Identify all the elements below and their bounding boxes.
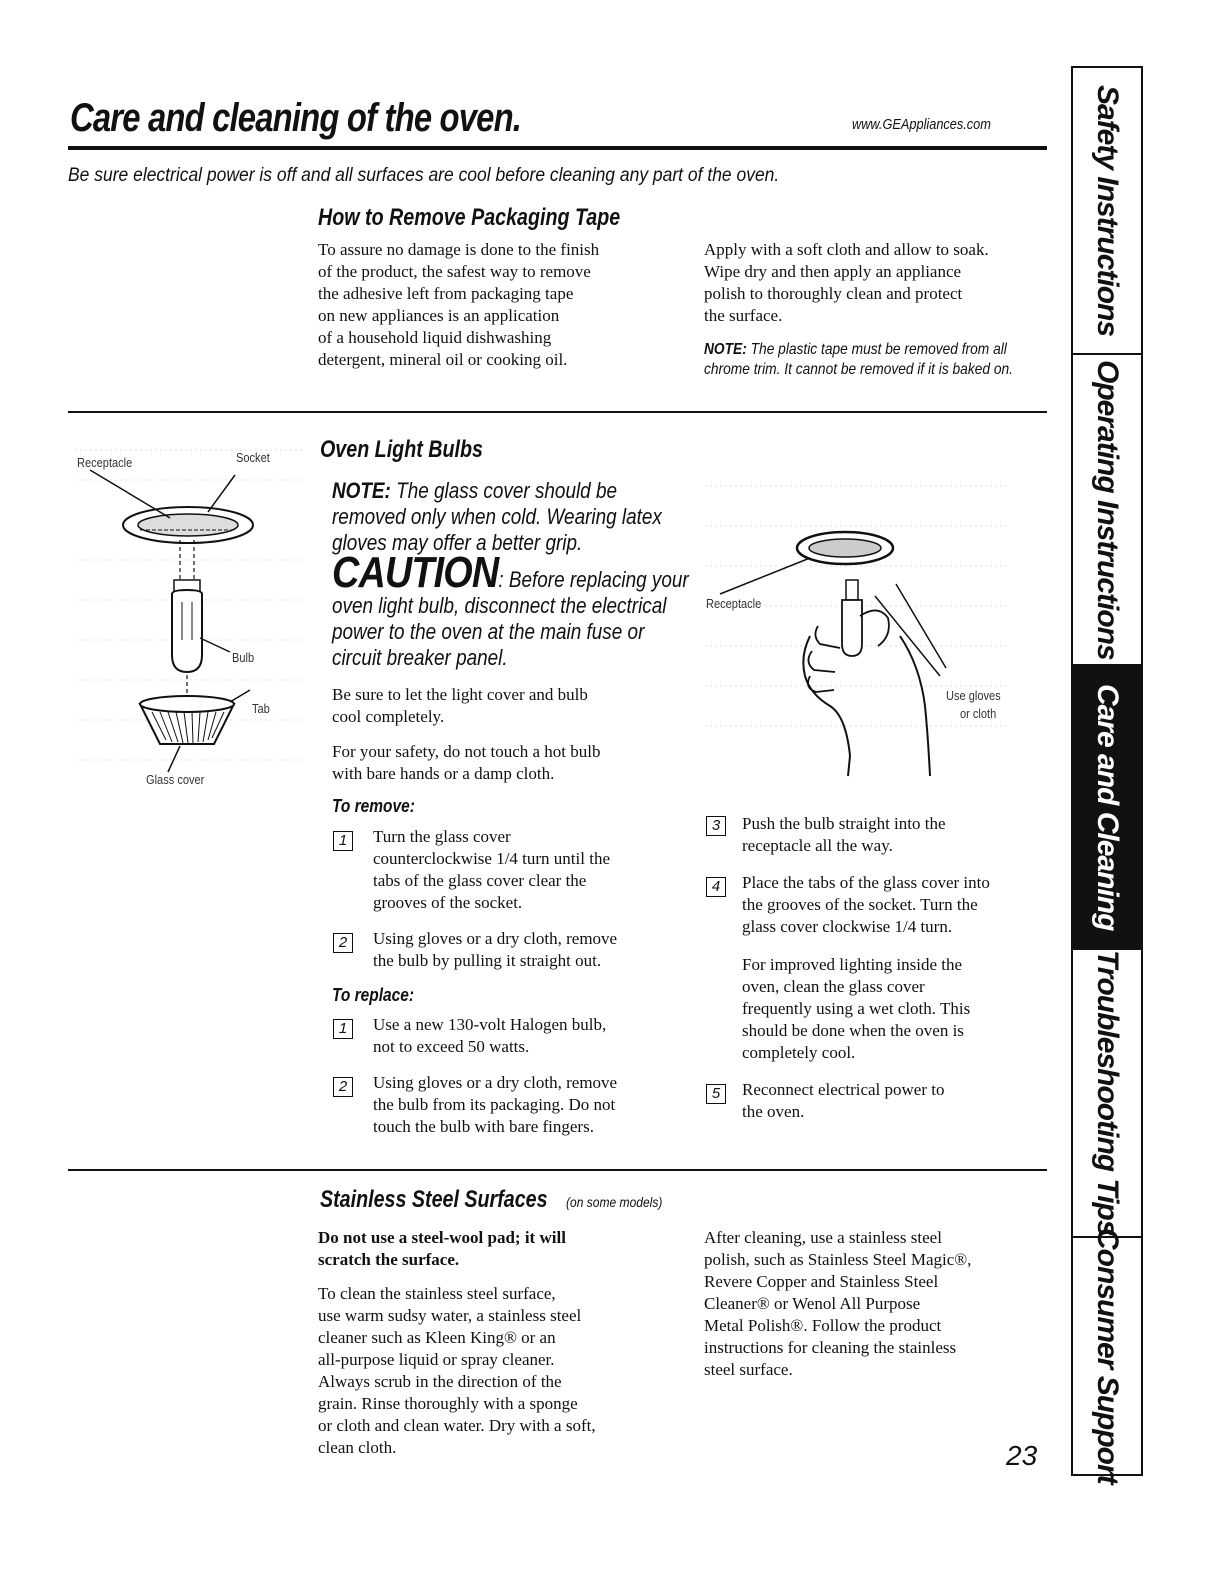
hand-bulb-diagram bbox=[700, 476, 1018, 806]
header-rule bbox=[68, 146, 1047, 150]
text-line: Use a new 130-volt Halogen bulb, bbox=[373, 1015, 607, 1034]
step-number: 1 bbox=[333, 831, 353, 851]
bulb-base bbox=[846, 580, 858, 600]
text-line: glass cover clockwise 1/4 turn. bbox=[742, 917, 953, 936]
gloves-label-line2: or cloth bbox=[960, 706, 997, 721]
bulbs-heading: Oven Light Bulbs bbox=[320, 436, 483, 463]
text-line: Do not use a steel-wool pad; it will bbox=[318, 1228, 566, 1247]
section-tabs bbox=[1071, 66, 1143, 1484]
gloves-pointer bbox=[875, 596, 940, 676]
text-line: Metal Polish®. Follow the product bbox=[704, 1316, 942, 1335]
step-number: 3 bbox=[706, 816, 726, 836]
receptacle-label: Receptacle bbox=[77, 455, 133, 470]
tab-label: Tab bbox=[252, 701, 270, 716]
socket-label: Socket bbox=[236, 450, 270, 465]
safety-paragraph bbox=[332, 741, 682, 785]
replace-step-4 bbox=[742, 872, 1052, 938]
tab-label: Troubleshooting Tips bbox=[1091, 950, 1124, 1236]
tab-safety-instructions[interactable] bbox=[1073, 68, 1141, 355]
packaging-heading: How to Remove Packaging Tape bbox=[318, 204, 621, 231]
step-number: 2 bbox=[333, 1077, 353, 1097]
page-title: Care and cleaning of the oven. bbox=[70, 96, 522, 140]
remove-step-1 bbox=[373, 826, 683, 914]
text-line: the oven. bbox=[742, 1102, 805, 1121]
packaging-col2 bbox=[704, 239, 1044, 327]
text-line: Revere Copper and Stainless Steel bbox=[704, 1272, 939, 1291]
text-line: use warm sudsy water, a stainless steel bbox=[318, 1306, 582, 1325]
replace-step-3 bbox=[742, 813, 1042, 857]
hand-thumb bbox=[860, 610, 889, 646]
text-line: Wipe dry and then apply an appliance bbox=[704, 262, 962, 281]
text-line: Place the tabs of the glass cover into bbox=[742, 873, 990, 892]
stainless-col1 bbox=[318, 1283, 688, 1459]
section-rule bbox=[68, 1169, 1047, 1171]
tab-consumer-support[interactable] bbox=[1073, 1228, 1141, 1484]
section-rule bbox=[68, 411, 1047, 413]
text-line: Cleaner® or Wenol All Purpose bbox=[704, 1294, 921, 1313]
text-line: For your safety, do not touch a hot bulb bbox=[332, 742, 601, 761]
text-line: For improved lighting inside the bbox=[742, 955, 963, 974]
bulb-diagram bbox=[70, 440, 310, 790]
text-line: The plastic tape must be removed from all bbox=[750, 341, 1007, 358]
text-line: detergent, mineral oil or cooking oil. bbox=[318, 350, 568, 369]
text-line: oven light bulb, disconnect the electrical bbox=[332, 593, 667, 618]
halogen-bulb bbox=[172, 590, 202, 672]
text-line: Using gloves or a dry cloth, remove bbox=[373, 1073, 618, 1092]
step-number: 5 bbox=[706, 1084, 726, 1104]
caution-word: CAUTION bbox=[332, 548, 499, 597]
intro-text: Be sure electrical power is off and all surfaces are cool before cleaning any part of the oven. bbox=[68, 165, 780, 186]
tab-label: Operating Instructions bbox=[1091, 359, 1124, 660]
text-line: gloves may offer a better grip. bbox=[332, 530, 583, 555]
cool-paragraph bbox=[332, 684, 682, 728]
text-line: After cleaning, use a stainless steel bbox=[704, 1228, 942, 1247]
text-line: removed only when cold. Wearing latex bbox=[332, 504, 662, 529]
text-line: counterclockwise 1/4 turn until the bbox=[373, 849, 610, 868]
text-line: the surface. bbox=[704, 306, 783, 325]
socket-center bbox=[809, 539, 881, 557]
gloves-pointer bbox=[896, 584, 946, 668]
text-line: steel surface. bbox=[704, 1360, 793, 1379]
text-line: Using gloves or a dry cloth, remove bbox=[373, 929, 618, 948]
replace-step-1 bbox=[373, 1014, 683, 1058]
text-line: cleaner such as Kleen King® or an bbox=[318, 1328, 556, 1347]
text-line: touch the bulb with bare fingers. bbox=[373, 1117, 594, 1136]
text-line: of the product, the safest way to remove bbox=[318, 262, 591, 281]
replace-step-2 bbox=[373, 1072, 683, 1138]
tab-label: Consumer Support bbox=[1091, 1228, 1124, 1484]
text-line: polish, such as Stainless Steel Magic®, bbox=[704, 1250, 972, 1269]
text-line: To assure no damage is done to the finish bbox=[318, 240, 600, 259]
text-line: the adhesive left from packaging tape bbox=[318, 284, 574, 303]
halogen-bulb bbox=[842, 600, 862, 656]
text-line: Turn the glass cover bbox=[373, 827, 511, 846]
hand-outline bbox=[803, 636, 930, 776]
text-line: power to the oven at the main fuse or bbox=[332, 619, 645, 644]
note-label: NOTE: bbox=[704, 341, 747, 358]
packaging-col1 bbox=[318, 239, 688, 371]
gloves-label: Use gloves bbox=[946, 688, 1001, 703]
step-number: 2 bbox=[333, 933, 353, 953]
tab-operating-instructions[interactable] bbox=[1073, 355, 1141, 666]
caution-block bbox=[332, 548, 693, 671]
text-line: polish to thoroughly clean and protect bbox=[704, 284, 963, 303]
bulb-label: Bulb bbox=[232, 650, 255, 665]
stainless-heading: Stainless Steel Surfaces bbox=[320, 1186, 548, 1213]
stainless-col2 bbox=[704, 1227, 1044, 1381]
text-line: : Before replacing your bbox=[498, 567, 689, 592]
glass-cover-label: Glass cover bbox=[146, 772, 205, 787]
text-line: clean cloth. bbox=[318, 1438, 397, 1457]
text-line: scratch the surface. bbox=[318, 1250, 460, 1269]
text-line: frequently using a wet cloth. This bbox=[742, 999, 971, 1018]
text-line: completely cool. bbox=[742, 1043, 856, 1062]
text-line: with bare hands or a damp cloth. bbox=[332, 764, 555, 783]
text-line: on new appliances is an application bbox=[318, 306, 560, 325]
tab-label: Safety Instructions bbox=[1091, 84, 1124, 337]
text-line: grooves of the socket. bbox=[373, 893, 523, 912]
text-line: should be done when the oven is bbox=[742, 1021, 964, 1040]
text-line: receptacle all the way. bbox=[742, 836, 893, 855]
text-line: not to exceed 50 watts. bbox=[373, 1037, 530, 1056]
step-number: 1 bbox=[333, 1019, 353, 1039]
text-line: Always scrub in the direction of the bbox=[318, 1372, 562, 1391]
text-line: chrome trim. It cannot be removed if it is baked on. bbox=[704, 361, 1013, 378]
text-line: The glass cover should be bbox=[396, 478, 618, 503]
text-line: all-purpose liquid or spray cleaner. bbox=[318, 1350, 555, 1369]
packaging-note bbox=[704, 340, 1048, 380]
text-line: Reconnect electrical power to bbox=[742, 1080, 945, 1099]
hand-fingers bbox=[808, 626, 840, 692]
stainless-warning bbox=[318, 1227, 688, 1271]
note-label: NOTE: bbox=[332, 478, 391, 503]
text-line: To clean the stainless steel surface, bbox=[318, 1284, 556, 1303]
tab-troubleshooting-tips[interactable] bbox=[1073, 950, 1141, 1238]
remove-step-2 bbox=[373, 928, 683, 972]
tab-label: Care and Cleaning bbox=[1091, 683, 1124, 931]
stainless-heading-row bbox=[320, 1186, 597, 1214]
step-number: 4 bbox=[706, 877, 726, 897]
text-line: the bulb from its packaging. Do not bbox=[373, 1095, 616, 1114]
text-line: grain. Rinse thoroughly with a sponge bbox=[318, 1394, 578, 1413]
bulbs-note bbox=[332, 478, 693, 556]
text-line: Apply with a soft cloth and allow to soak. bbox=[704, 240, 989, 259]
text-line: circuit breaker panel. bbox=[332, 645, 508, 670]
tab-care-and-cleaning[interactable] bbox=[1073, 666, 1141, 950]
receptacle-pointer bbox=[720, 558, 810, 594]
text-line: Push the bulb straight into the bbox=[742, 814, 946, 833]
text-line: the bulb by pulling it straight out. bbox=[373, 951, 602, 970]
text-line: the grooves of the socket. Turn the bbox=[742, 895, 978, 914]
glass-cover-rim bbox=[140, 696, 234, 712]
stainless-heading-note: (on some models) bbox=[566, 1194, 663, 1210]
page-number: 23 bbox=[1006, 1440, 1038, 1471]
text-line: tabs of the glass cover clear the bbox=[373, 871, 587, 890]
replace-heading: To replace: bbox=[332, 985, 415, 1005]
replace-step-5 bbox=[742, 1079, 1042, 1123]
text-line: cool completely. bbox=[332, 707, 445, 726]
remove-heading: To remove: bbox=[332, 796, 415, 816]
text-line: or cloth and clean water. Dry with a soft, bbox=[318, 1416, 596, 1435]
text-line: Be sure to let the light cover and bulb bbox=[332, 685, 588, 704]
text-line: of a household liquid dishwashing bbox=[318, 328, 552, 347]
website-link[interactable]: www.GEAppliances.com bbox=[852, 116, 991, 133]
text-line: oven, clean the glass cover bbox=[742, 977, 925, 996]
text-line: instructions for cleaning the stainless bbox=[704, 1338, 957, 1357]
socket-center bbox=[138, 514, 238, 536]
receptacle-label: Receptacle bbox=[706, 596, 762, 611]
improved-lighting-paragraph bbox=[742, 954, 1042, 1064]
